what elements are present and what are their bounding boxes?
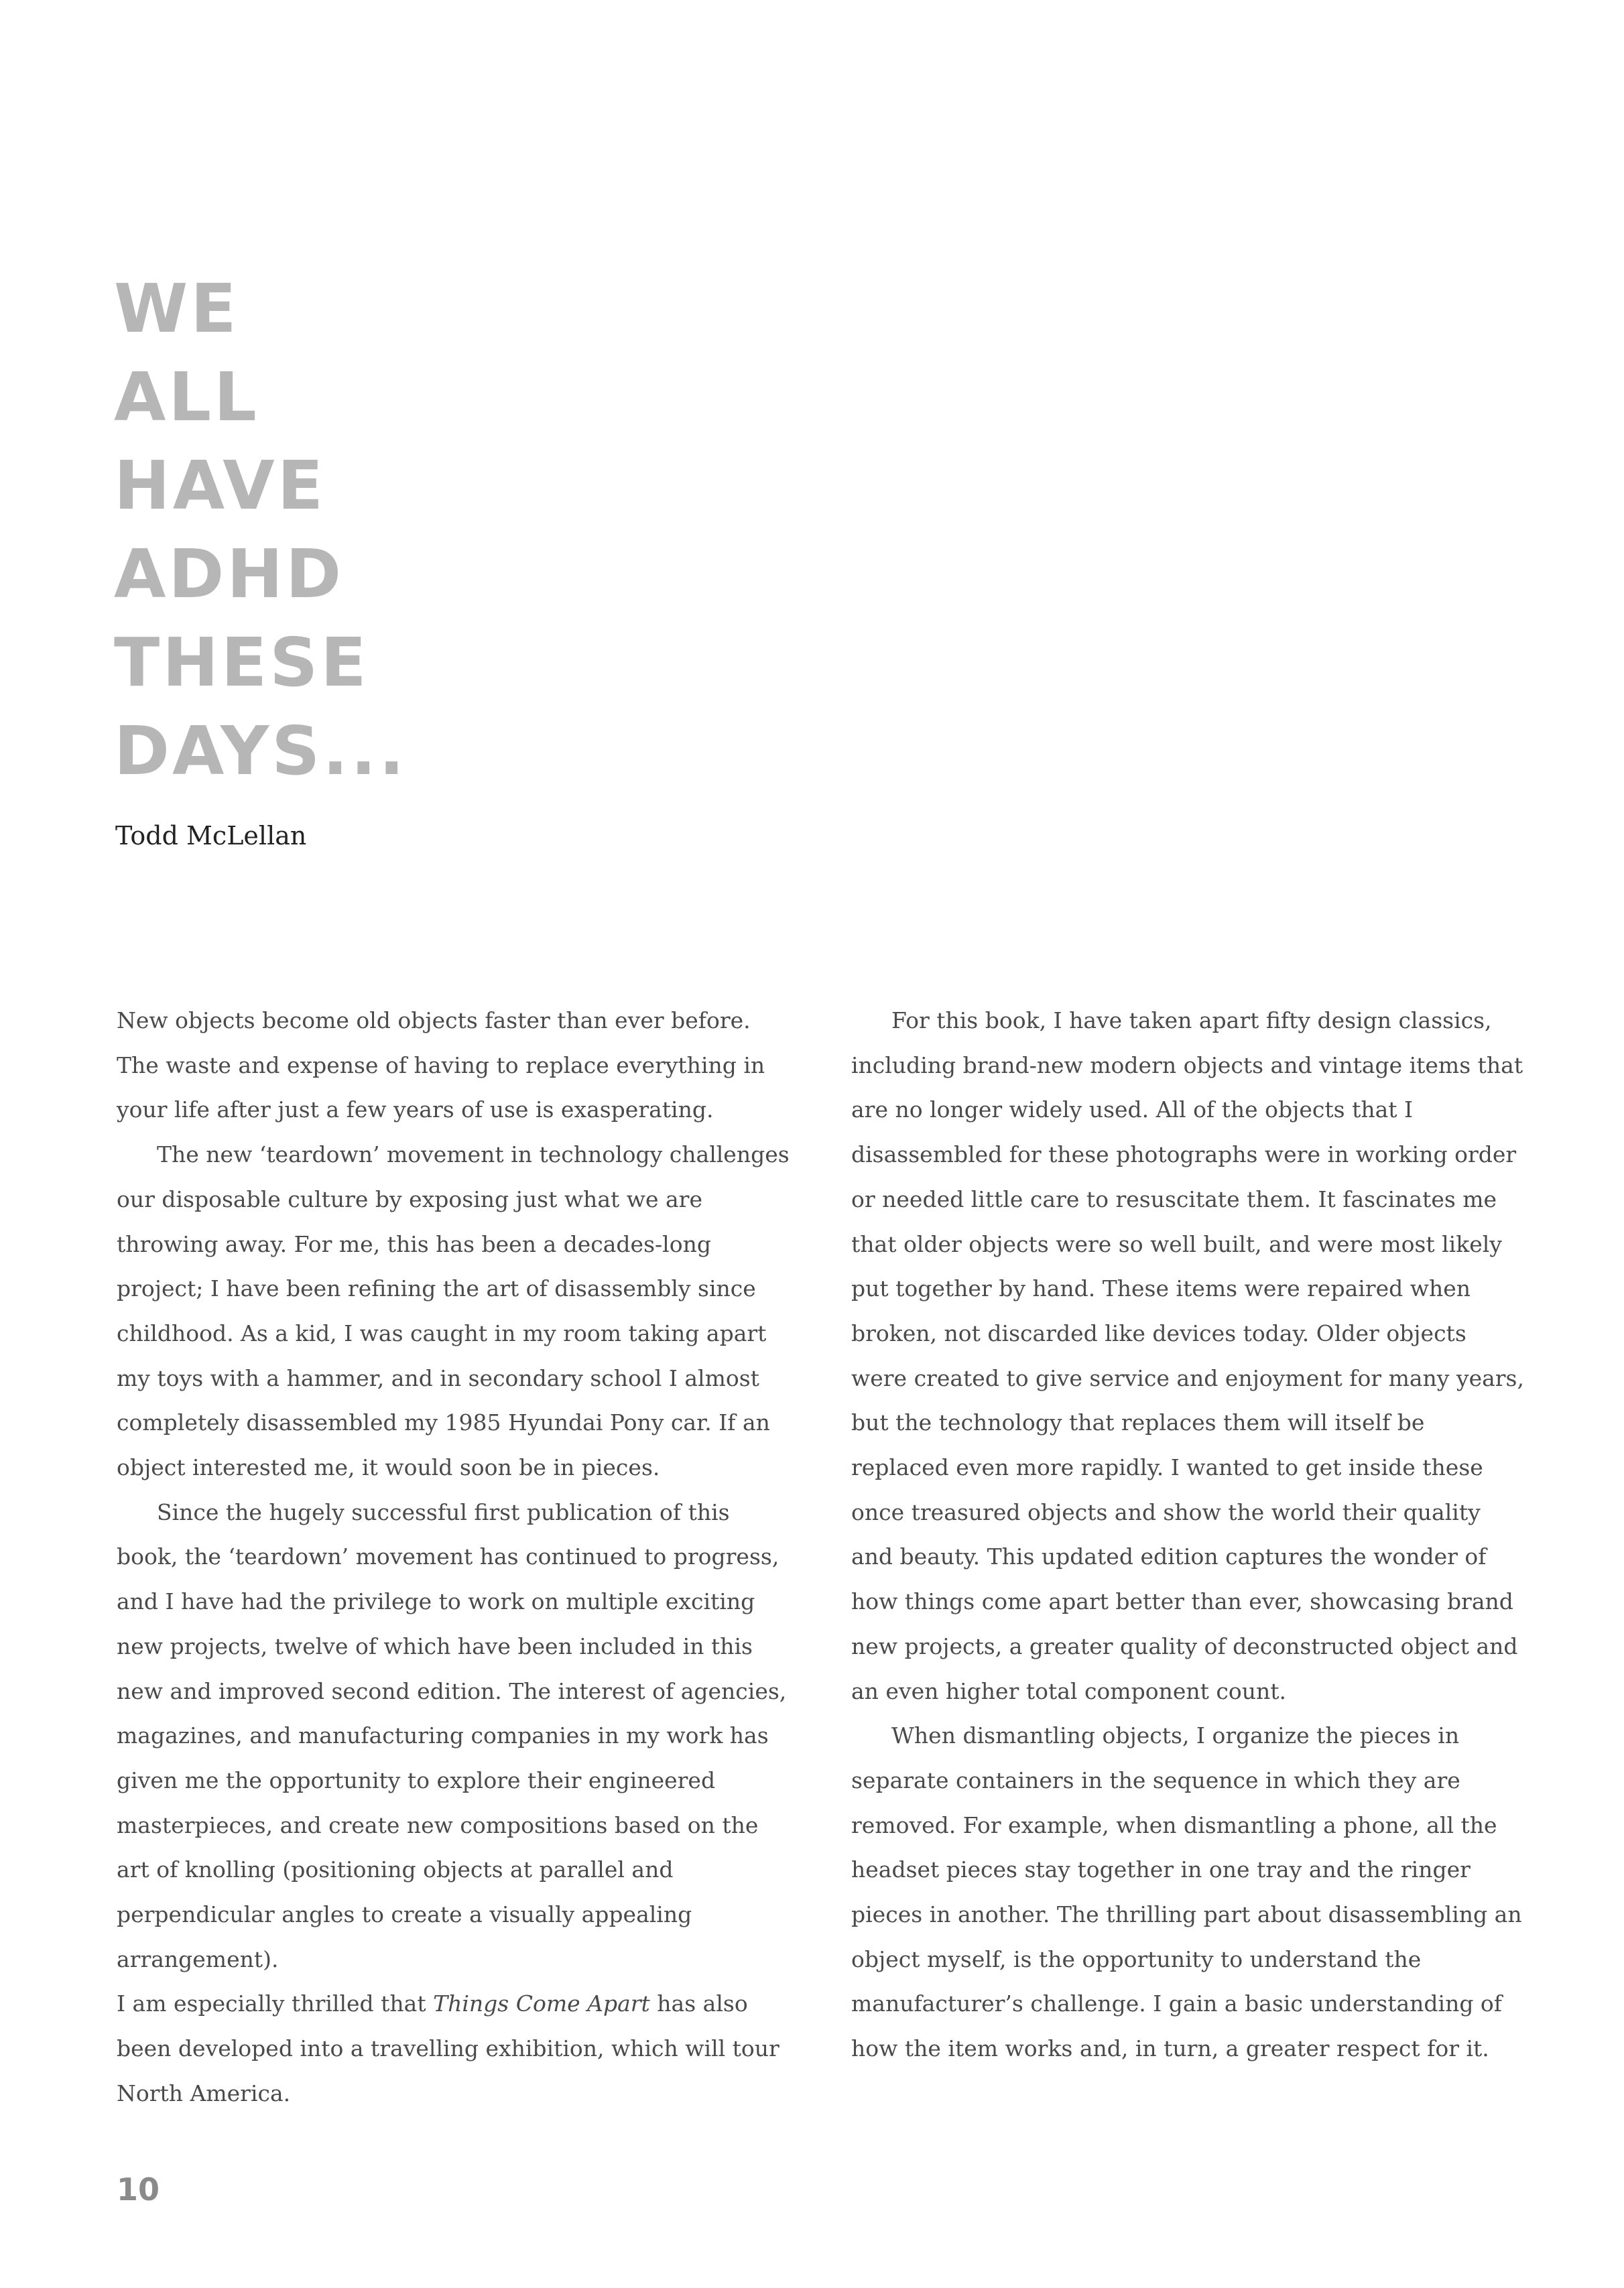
paragraph: Since the hugely successful first publication of this book, the ‘teardown’ movement has continued to progress, and I have had the privilege to work on multiple exciting new projects, twelve of which have been included in this new and improved second edition. The interest of agencies, magazines, and manufacturing companies in my work has given me the opportunity to explore their engineered masterpieces, and create new compositions based on the art of knolling (positioning objects at parallel and perpendicular angles to create a visually appealing arrangement). [117,1499,787,1972]
title-line: DAYS... [114,707,407,796]
paragraph: For this book, I have taken apart fifty design classics, including brand-new modern objects and vintage items that are no longer widely used. All of the objects that I disassembled for these photographs were in working order or needed little care to resuscitate them. It fascinates me that older objects were so well built, and were most likely put together by hand. These items were repaired when broken, not discarded like devices today. Older objects were created to give service and enjoyment for many years, but the technology that replaces them will itself be replaced even more rapidly. I wanted to get inside these once treasured objects and show the world their quality and beauty. This updated edition captures the wonder of how things come apart better than ever, showcasing brand new projects, a greater quality of deconstructed object and an even higher total component count. [851,1007,1524,1704]
title-line: THESE [114,619,407,707]
author-name: Todd McLellan [115,821,307,850]
paragraph: New objects become old objects faster than ever before. The waste and expense of having to replace everything in your life after just a few years of use is exasperating. [117,1007,765,1123]
paragraph: The new ‘teardown’ movement in technology challenges our disposable culture by exposing just what we are throwing away. For me, this has been a decades-long project; I have been refining the art of disassembly since childhood. As a kid, I was caught in my room taking apart my toys with a hammer, and in secondary school I almost completely disassembled my 1985 Hyundai Pony car. If an object interested me, it would soon be in pieces. [117,1141,790,1481]
title-line: HAVE [114,442,407,530]
title-line: WE [114,265,407,353]
page-number: 10 [117,2171,160,2208]
paragraph-text: has also been developed into a travelling exhibition, which will tour North America. [117,1990,779,2106]
title-line: ALL [114,353,407,442]
text-column-right [851,999,1528,2072]
paragraph: When dismantling objects, I organize the pieces in separate containers in the sequence in which they are removed. For example, when dismantling a phone, all the headset pieces stay together in one tray and the ringer pieces in another. The thrilling part about disassembling an object myself, is the opportunity to understand the manufacturer’s challenge. I gain a basic understanding of how the item works and, in turn, a greater respect for it. [851,1722,1522,2062]
page-title [114,265,407,796]
paragraph-text: I am especially thrilled that [117,1990,434,2017]
book-title: Things Come Apart [433,1990,650,2017]
paragraph [117,1982,794,2116]
text-column-left [117,999,794,2116]
title-line: ADHD [114,530,407,619]
